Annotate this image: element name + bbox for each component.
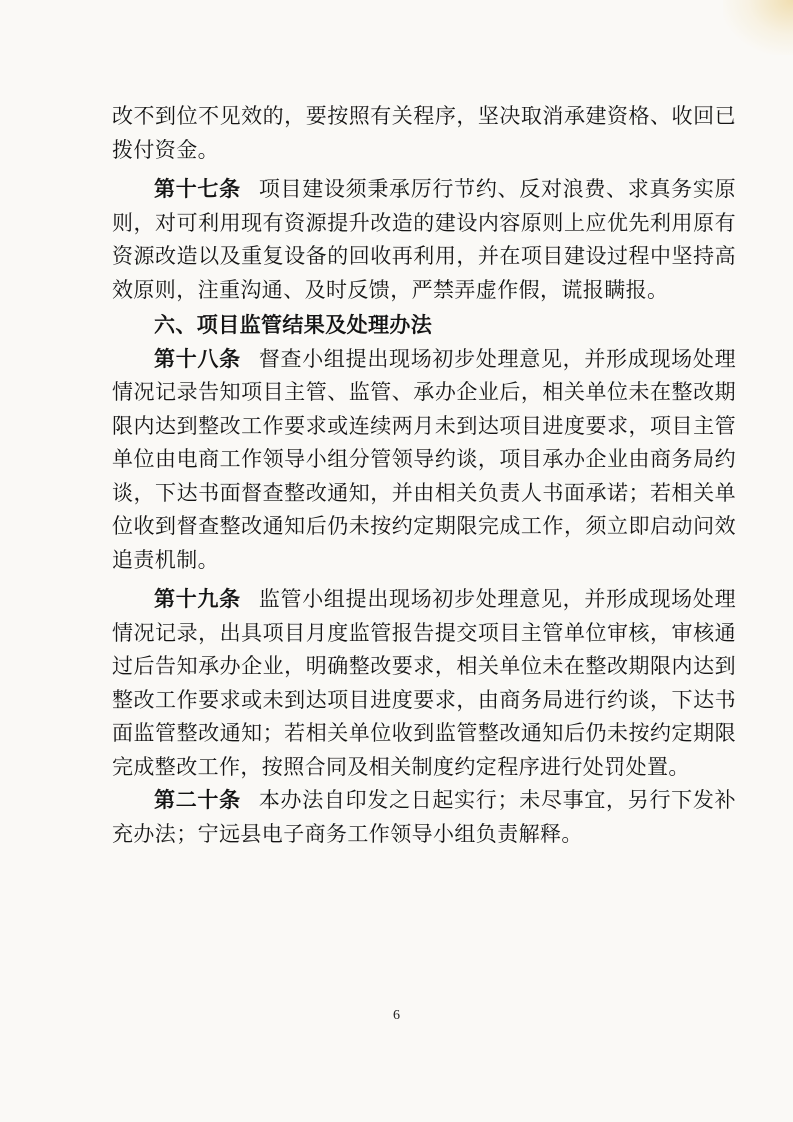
page-number: 6 <box>393 1008 400 1023</box>
article-number: 第十七条 <box>154 177 241 201</box>
section-heading: 六、项目监管结果及处理办法 <box>154 313 433 337</box>
paper-stain <box>723 0 793 55</box>
article-number: 第十九条 <box>154 587 241 611</box>
article-text: 监管小组提出现场初步处理意见，并形成现场处理情况记录，出具项目月度监管报告提交项目主管单位审核，审核通过后告知承办企业，明确整改要求，相关单位未在整改期限内达到整改工作要求或未到达项目进度要求，由商务局进行约谈，下达书面监管整改通知；若相关单位收到监管整改通知后仍未按约定期限完成整改工作，按照合同及相关制度约定程序进行处罚处置。 <box>112 587 736 779</box>
document-body <box>112 100 736 851</box>
article-number: 第十八条 <box>154 346 241 371</box>
article-18 <box>112 343 736 578</box>
paragraph-text: 改不到位不见效的，要按照有关程序，坚决取消承建资格、收回已拨付资金。 <box>112 104 736 162</box>
article-text: 项目建设须秉承厉行节约、反对浪费、求真务实原则，对可利用现有资源提升改造的建设内容原则上应优先利用原有资源改造以及重复设备的回收再利用，并在项目建设过程中坚持高效原则，注重沟通、及时反馈，严禁弄虚作假，谎报瞒报。 <box>112 177 736 302</box>
article-20 <box>112 784 736 851</box>
article-text: 督查小组提出现场初步处理意见，并形成现场处理情况记录告知项目主管、监管、承办企业后，相关单位未在整改期限内达到整改工作要求或连续两月未到达项目进度要求，项目主管单位由电商工作领导小组分管领导约谈，项目承办企业由商务局约谈，下达书面督查整改通知，并由相关负责人书面承诺；若相关单位收到督查整改通知后仍未按约定期限完成工作，须立即启动问效追责机制。 <box>112 346 736 572</box>
article-text: 本办法自印发之日起实行；未尽事宜，另行下发补充办法；宁远县电子商务工作领导小组负责解释。 <box>112 788 736 846</box>
article-number: 第二十条 <box>154 788 241 812</box>
article-17 <box>112 173 736 307</box>
article-19 <box>112 583 736 784</box>
paragraph-continuation <box>112 100 736 167</box>
